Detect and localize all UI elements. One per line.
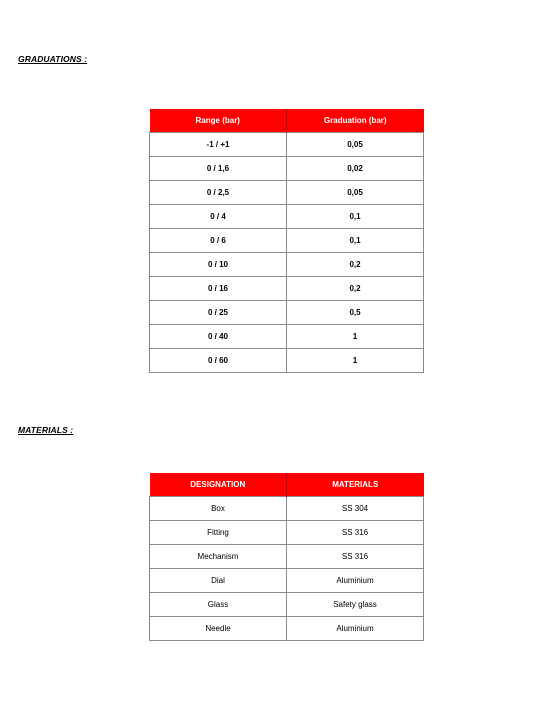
table-row: [150, 277, 424, 301]
table-row: [150, 253, 424, 277]
materials-column-header: MATERIALS: [287, 473, 424, 497]
range-cell: 0 / 40: [150, 325, 287, 349]
material-cell: SS 304: [287, 497, 424, 521]
graduation-cell: 0,1: [287, 205, 424, 229]
range-cell: 0 / 4: [150, 205, 287, 229]
graduation-cell: 1: [287, 349, 424, 373]
range-column-header: Range (bar): [150, 109, 287, 133]
table-row: [150, 181, 424, 205]
range-cell: -1 / +1: [150, 133, 287, 157]
table-row: [150, 133, 424, 157]
graduation-cell: 0,5: [287, 301, 424, 325]
range-cell: 0 / 16: [150, 277, 287, 301]
designation-cell: Glass: [150, 593, 287, 617]
graduation-cell: 0,1: [287, 229, 424, 253]
material-cell: SS 316: [287, 545, 424, 569]
graduation-cell: 0,2: [287, 253, 424, 277]
graduation-cell: 1: [287, 325, 424, 349]
range-cell: 0 / 60: [150, 349, 287, 373]
designation-cell: Fitting: [150, 521, 287, 545]
designation-cell: Box: [150, 497, 287, 521]
table-row: [150, 497, 424, 521]
materials-table: [149, 473, 424, 641]
graduations-header-row: [150, 109, 424, 133]
table-row: [150, 617, 424, 641]
materials-heading: MATERIALS :: [18, 425, 74, 435]
table-row: [150, 301, 424, 325]
graduation-column-header: Graduation (bar): [287, 109, 424, 133]
table-row: [150, 157, 424, 181]
designation-column-header: DESIGNATION: [150, 473, 287, 497]
table-row: [150, 545, 424, 569]
materials-header-row: [150, 473, 424, 497]
table-row: [150, 229, 424, 253]
graduations-heading: GRADUATIONS :: [18, 54, 88, 64]
material-cell: Safety glass: [287, 593, 424, 617]
designation-cell: Mechanism: [150, 545, 287, 569]
graduations-table: [149, 109, 424, 373]
designation-cell: Needle: [150, 617, 287, 641]
range-cell: 0 / 6: [150, 229, 287, 253]
material-cell: Aluminium: [287, 569, 424, 593]
designation-cell: Dial: [150, 569, 287, 593]
graduation-cell: 0,05: [287, 181, 424, 205]
graduation-cell: 0,2: [287, 277, 424, 301]
table-row: [150, 325, 424, 349]
material-cell: SS 316: [287, 521, 424, 545]
range-cell: 0 / 1,6: [150, 157, 287, 181]
material-cell: Aluminium: [287, 617, 424, 641]
graduation-cell: 0,05: [287, 133, 424, 157]
table-row: [150, 349, 424, 373]
table-row: [150, 205, 424, 229]
range-cell: 0 / 25: [150, 301, 287, 325]
graduation-cell: 0,02: [287, 157, 424, 181]
table-row: [150, 569, 424, 593]
range-cell: 0 / 10: [150, 253, 287, 277]
table-row: [150, 593, 424, 617]
table-row: [150, 521, 424, 545]
range-cell: 0 / 2,5: [150, 181, 287, 205]
